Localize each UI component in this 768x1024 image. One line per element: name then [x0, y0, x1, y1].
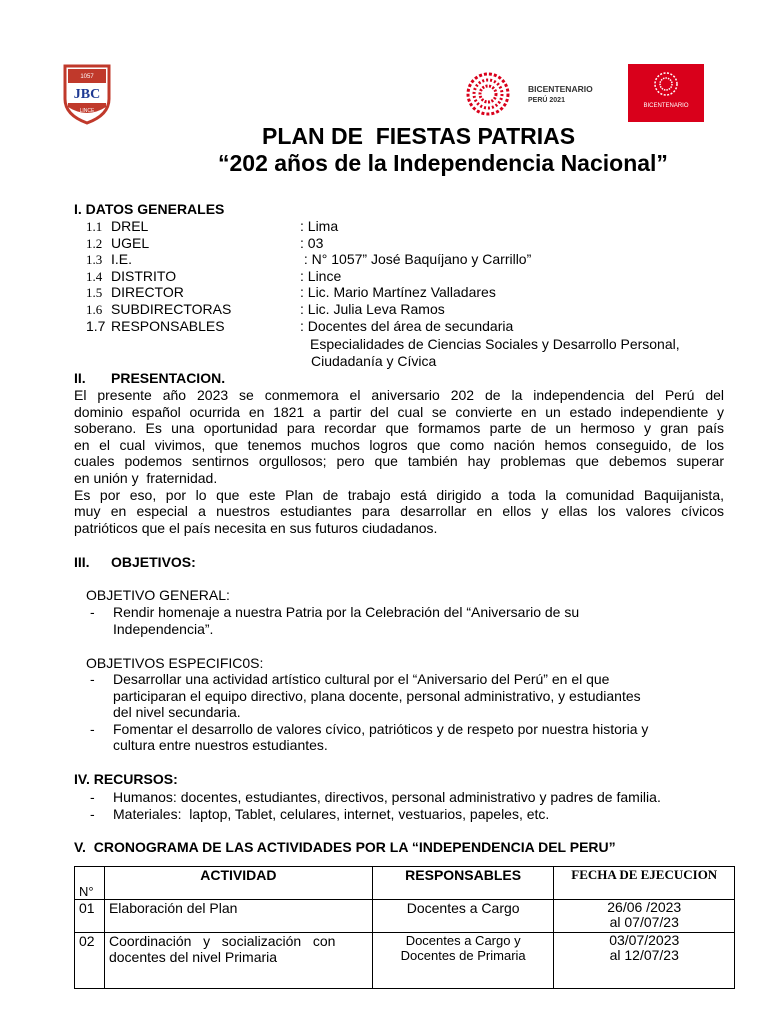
- school-logo-initials: JBC: [73, 87, 101, 102]
- cell-actividad: [104, 900, 372, 933]
- datos-item-label: SUBDIRECTORAS: [111, 300, 232, 317]
- objetivo-especifico-text: participaran el equipo directivo, plana docente, personal administrativo, y estudiantes: [113, 687, 641, 704]
- datos-item-label: DISTRITO: [111, 267, 177, 284]
- datos-item-label: RESPONSABLES: [111, 317, 225, 334]
- bullet-dash: -: [90, 604, 95, 620]
- cell-responsables-line: Docentes a Cargo y: [405, 933, 521, 948]
- datos-item-value: : N° 1057” José Baquíjano y Carrillo”: [300, 251, 532, 268]
- datos-item-num: 1.7: [86, 317, 106, 334]
- document-title: PLAN DE FIESTAS PATRIAS: [262, 123, 576, 149]
- bicentenario-red-logo-text: BICENTENARIO: [643, 103, 689, 109]
- cell-fecha-line: 26/06 /2023: [607, 899, 682, 915]
- datos-item-num: 1.3: [86, 252, 103, 268]
- datos-item-label: UGEL: [111, 234, 150, 251]
- column-header-responsables: RESPONSABLES: [372, 867, 554, 900]
- datos-item-num: 1.5: [86, 285, 103, 301]
- section-presentacion-heading: PRESENTACION.: [111, 370, 226, 386]
- bullet-dash: -: [90, 671, 95, 687]
- bicentenario-logo-line1: BICENTENARIO: [528, 84, 593, 94]
- cell-actividad-text: Elaboración del Plan: [108, 900, 238, 916]
- datos-extra-text: Ciudadanía y Cívica: [311, 352, 437, 369]
- cell-responsables-text: Docentes a Cargo: [406, 900, 520, 916]
- cell-fecha: [554, 900, 735, 933]
- cell-responsables-line: Docentes de Primaria: [400, 948, 526, 963]
- presentacion-line: cuales podemos sentirnos orgullosos; pero que también hay problemas que debemos superar: [74, 453, 724, 470]
- table-header-row: [75, 867, 735, 900]
- cell-num: 01: [75, 900, 105, 933]
- column-header-fecha: FECHA DE EJECUCION: [554, 867, 735, 900]
- section-cronograma-heading: V. CRONOGRAMA DE LAS ACTIVIDADES POR LA “INDEPENDENCIA DEL PERU”: [74, 839, 616, 855]
- column-header-num: N°: [75, 867, 105, 900]
- cell-actividad: [104, 933, 372, 989]
- datos-item-num: 1.4: [86, 268, 103, 284]
- cell-fecha-line: 03/07/2023: [609, 932, 680, 948]
- bicentenario-logo: [458, 70, 618, 118]
- datos-item-value: : Lince: [300, 267, 342, 284]
- presentacion-paragraph: [74, 387, 724, 536]
- objetivo-especifico-text: cultura entre nuestros estudiantes.: [113, 737, 328, 754]
- datos-item-num: 1.2: [86, 235, 103, 251]
- bullet-dash: -: [90, 720, 95, 737]
- school-logo: [62, 63, 112, 125]
- datos-item-label: DIRECTOR: [111, 284, 184, 301]
- objetivo-especifico-text: del nivel secundaria.: [113, 704, 241, 721]
- section-presentacion-num: II.: [74, 370, 86, 386]
- datos-item-label: I.E.: [111, 251, 133, 268]
- cell-num: 02: [75, 933, 105, 989]
- datos-item-value: : Lic. Julia Leva Ramos: [300, 300, 445, 317]
- cell-responsables: [372, 900, 554, 933]
- recurso-text: Humanos: docentes, estudiantes, directivos, personal administrativo y padres de familia.: [113, 789, 661, 805]
- cell-fecha-line: al 12/07/23: [609, 947, 679, 963]
- cell-responsables: [372, 933, 554, 989]
- recurso-text: Materiales: laptop, Tablet, celulares, internet, vestuarios, papeles, etc.: [113, 805, 550, 822]
- bicentenario-red-logo: [628, 64, 704, 122]
- presentacion-line: Es por eso, por lo que este Plan de trabajo está dirigido a toda la comunidad Baquijanista,: [74, 486, 724, 503]
- datos-item-num: 1.1: [86, 219, 103, 234]
- objetivo-especifico-text: Fomentar el desarrollo de valores cívico, patrióticos y de respeto por nuestra historia y: [113, 720, 649, 737]
- table-row: [75, 933, 735, 989]
- datos-extra-text: Especialidades de Ciencias Sociales y Desarrollo Personal,: [310, 336, 680, 353]
- presentacion-line: en unión y fraternidad.: [74, 469, 218, 486]
- document-subtitle: “202 años de la Independencia Nacional”: [218, 150, 668, 176]
- presentacion-line: patrióticos que el país necesita en sus futuros ciudadanos.: [74, 519, 438, 536]
- cell-fecha: [554, 933, 735, 989]
- section-recursos-heading: IV. RECURSOS:: [74, 771, 178, 787]
- column-header-actividad: ACTIVIDAD: [104, 867, 372, 900]
- objetivo-especifico-text: Desarrollar una actividad artístico cultural por el “Aniversario del Perú” en el que: [113, 671, 610, 687]
- school-logo-year: 1057: [80, 74, 94, 80]
- cell-actividad-line: docentes del nivel Primaria: [108, 949, 278, 965]
- objetivo-general-text: Independencia”.: [113, 620, 214, 637]
- objetivo-general-text: Rendir homenaje a nuestra Patria por la Celebración del “Aniversario de su: [113, 604, 580, 620]
- section-objetivos-heading: OBJETIVOS:: [111, 554, 196, 570]
- school-logo-city: LINCE: [79, 108, 95, 114]
- datos-item-num: 1.6: [86, 301, 103, 317]
- presentacion-line: dominio español ocurrida en 1821 a partir del cual se convierte en un estado independiente y: [74, 403, 724, 420]
- datos-item-value: : Docentes del área de secundaria: [300, 317, 514, 334]
- cell-actividad-line: Coordinación y socialización con: [108, 933, 336, 949]
- presentacion-line: en el cual vivimos, que tenemos muchos logros que como nación hemos conseguido, de los: [74, 436, 724, 453]
- presentacion-line: muy en especial a nuestros estudiantes para desarrollar en ellos y ellas los valores cívicos: [74, 503, 724, 520]
- datos-item-value: : 03: [300, 234, 324, 251]
- datos-item-label: DREL: [111, 218, 149, 234]
- section-datos-heading: I. DATOS GENERALES: [74, 201, 225, 217]
- presentacion-line: soberano. Es una oportunidad para recordar que formamos parte de un hermoso y gran país: [74, 420, 724, 437]
- section-objetivos-num: III.: [74, 554, 90, 570]
- cell-fecha-line: al 07/07/23: [609, 914, 679, 930]
- bicentenario-logo-line2: PERÚ 2021: [528, 97, 565, 104]
- bullet-dash: -: [90, 789, 95, 805]
- datos-item-value: : Lic. Mario Martínez Valladares: [300, 284, 496, 301]
- presentacion-line: El presente año 2023 se conmemora el aniversario 202 de la independencia del Perú del: [74, 387, 724, 403]
- objetivo-general-heading: OBJETIVO GENERAL:: [86, 587, 230, 603]
- datos-item-value: : Lima: [300, 218, 339, 234]
- objetivos-especificos-heading: OBJETIVOS ESPECIFIC0S:: [86, 655, 264, 671]
- cronograma-table: [74, 866, 735, 989]
- table-row: [75, 900, 735, 933]
- bullet-dash: -: [90, 805, 95, 822]
